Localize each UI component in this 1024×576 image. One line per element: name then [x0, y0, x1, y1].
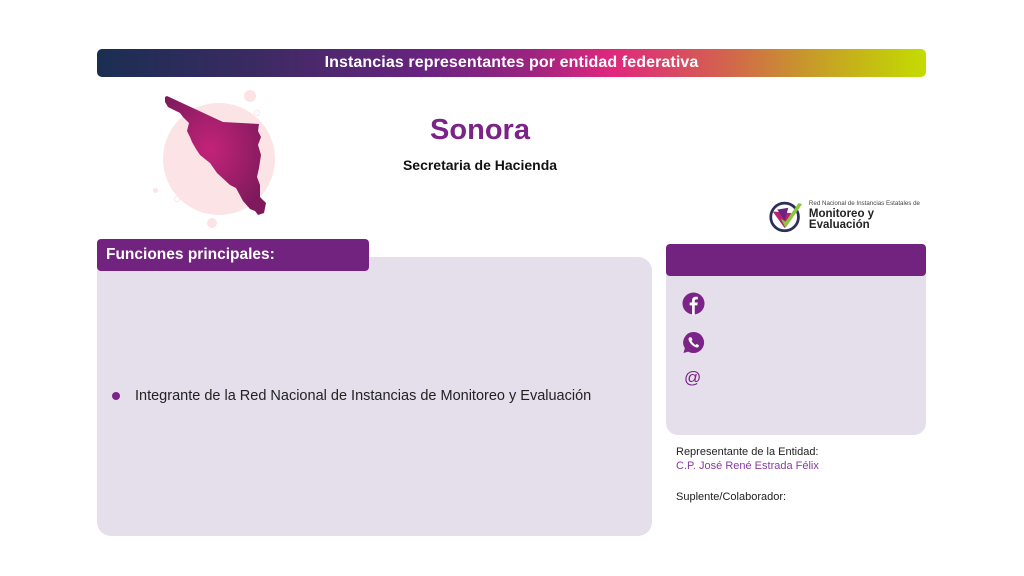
- whatsapp-icon[interactable]: [682, 331, 705, 354]
- state-name: Sonora: [430, 114, 530, 146]
- logo-line2: Monitoreo y Evaluación: [808, 207, 875, 232]
- function-text: Integrante de la Red Nacional de Instancias de Monitoreo y Evaluación: [135, 388, 592, 404]
- at-icon[interactable]: @: [684, 368, 702, 387]
- contact-header: [666, 244, 926, 276]
- entity-name: Secretaria de Hacienda: [402, 157, 558, 173]
- function-list-item: [112, 388, 591, 404]
- contact-panel: [666, 257, 926, 435]
- sonora-state-shape: [150, 85, 280, 235]
- representative-label: Representante de la Entidad:: [676, 446, 819, 458]
- substitute-label: Suplente/Colaborador:: [676, 491, 787, 503]
- bullet-icon: [112, 392, 120, 400]
- representative-name: C.P. José René Estrada Félix: [676, 460, 819, 472]
- red-nacional-logo: [768, 199, 928, 234]
- functions-title: Funciones principales:: [97, 239, 369, 271]
- logo-line1: Red Nacional de Instancias Estatales de: [808, 200, 921, 208]
- title-banner: [97, 49, 926, 77]
- banner-title: Instancias representantes por entidad federativa: [324, 54, 699, 71]
- facebook-icon[interactable]: [682, 292, 705, 315]
- sonora-map-icon: [150, 85, 280, 235]
- logo-emblem-icon: [768, 199, 805, 234]
